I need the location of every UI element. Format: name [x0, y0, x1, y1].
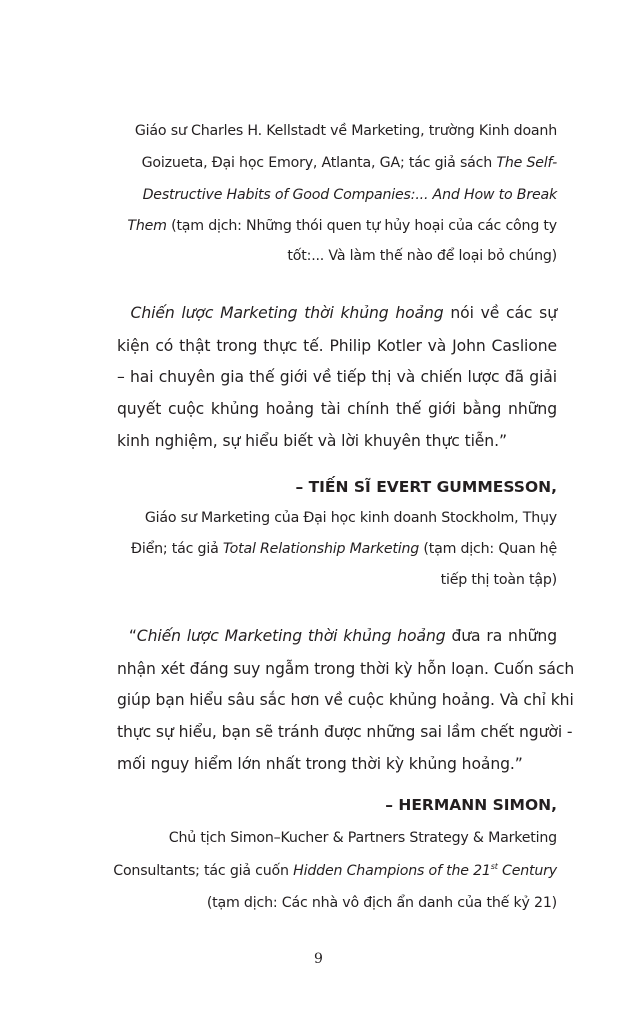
gummesson-credentials-line	[131, 539, 557, 559]
simon-quote-line	[117, 659, 575, 679]
text: nhận xét đáng suy ngẫm trong thời kỳ hỗn loạn. Cuốn sách	[117, 660, 575, 678]
kellstadt-credentials-line	[127, 216, 557, 236]
kellstadt-credentials-line	[287, 246, 557, 266]
text: tiếp thị toàn tập)	[440, 572, 557, 588]
simon-quote-line	[117, 754, 557, 774]
gummesson-quote-line	[117, 399, 557, 419]
simon-credentials-line	[207, 893, 557, 913]
simon-quote-line	[117, 626, 557, 646]
text: “	[117, 627, 137, 645]
text: Giáo sư Charles H. Kellstadt về Marketing, trường Kinh doanh	[134, 123, 557, 139]
text: Goizueta, Đại học Emory, Atlanta, GA; tác giả sách	[141, 155, 497, 171]
text: kiện có thật trong thực tế. Philip Kotler và John Caslione	[117, 337, 557, 355]
italic-title-text: Chiến lược Marketing thời khủng hoảng	[136, 627, 446, 645]
italic-title-text: Hidden Champions of the 21	[293, 863, 491, 879]
text: tốt:... Và làm thế nào để loại bỏ chúng)	[287, 248, 557, 264]
italic-title-text: Them	[127, 218, 167, 234]
italic-title-text: Chiến lược Marketing thời khủng hoảng	[130, 304, 444, 322]
text: Điển; tác giả	[131, 541, 223, 557]
page-number: 9	[314, 951, 323, 967]
italic-title-text: Century	[497, 863, 557, 879]
simon-quote-line	[117, 722, 573, 742]
kellstadt-credentials-line	[135, 121, 557, 141]
gummesson-author-line	[295, 477, 557, 497]
text: – hai chuyên gia thế giới về tiếp thị và chiến lược đã giải	[117, 368, 557, 386]
text: Giáo sư Marketing của Đại học kinh doanh Stockholm, Thụy	[144, 510, 557, 526]
text: (tạm dịch: Các nhà vô địch ẩn danh của thế kỷ 21)	[206, 895, 557, 911]
italic-title-text: Total Relationship Marketing	[222, 541, 420, 557]
text: Consultants; tác giả cuốn	[113, 863, 294, 879]
text: kinh nghiệm, sự hiểu biết và lời khuyên thực tiễn.”	[117, 432, 507, 450]
text: đưa ra những	[445, 627, 557, 645]
text	[117, 304, 131, 322]
text: mối nguy hiểm lớn nhất trong thời kỳ khủng hoảng.”	[117, 755, 523, 773]
text: (tạm dịch: Những thói quen tự hủy hoại của các công ty	[166, 218, 557, 234]
text: – HERMANN SIMON,	[385, 796, 557, 814]
text: thực sự hiểu, bạn sẽ tránh được những sai lầm chết người -	[117, 723, 573, 741]
simon-quote-line	[117, 690, 574, 710]
text: nói về các sự	[443, 304, 557, 322]
italic-title-text: st	[490, 862, 498, 871]
text: Chủ tịch Simon–Kucher & Partners Strategy & Marketing	[168, 830, 557, 846]
text: – TIẾN SĨ EVERT GUMMESSON,	[295, 478, 557, 496]
kellstadt-credentials-line	[142, 153, 557, 173]
text: quyết cuộc khủng hoảng tài chính thế giới bằng những	[117, 400, 557, 418]
simon-author-line	[385, 795, 557, 815]
gummesson-credentials-line	[145, 508, 557, 528]
text: (tạm dịch: Quan hệ	[419, 541, 557, 557]
gummesson-quote-line	[117, 367, 557, 387]
kellstadt-credentials-line	[143, 185, 557, 205]
italic-title-text: Destructive Habits of Good Companies:... And How to Break	[142, 187, 557, 203]
italic-title-text: The Self-	[496, 155, 557, 171]
gummesson-credentials-line	[441, 570, 557, 590]
text: giúp bạn hiểu sâu sắc hơn về cuộc khủng hoảng. Và chỉ khi	[117, 691, 574, 709]
gummesson-quote-line	[117, 431, 557, 451]
gummesson-quote-line	[117, 336, 557, 356]
gummesson-quote-line	[117, 303, 557, 323]
simon-credentials-line	[113, 861, 557, 881]
simon-credentials-line	[169, 828, 557, 848]
